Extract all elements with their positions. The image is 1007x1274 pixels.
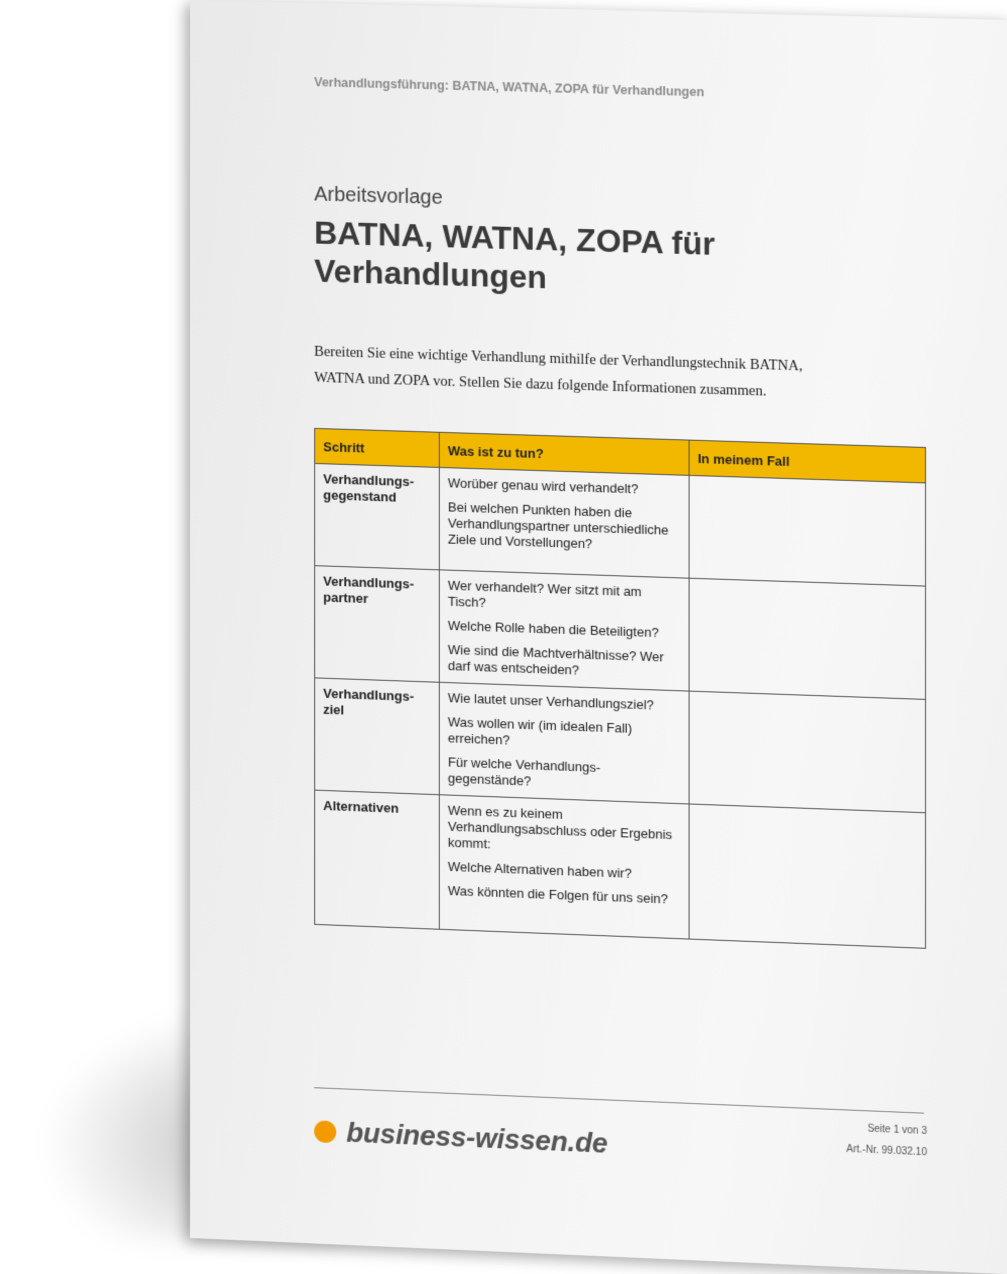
question: Welche Rolle haben die Beteiligten? — [447, 617, 659, 641]
question: Welche Alternativen haben wir? — [447, 858, 632, 881]
step-label: Verhandlungs- partner — [323, 573, 414, 607]
header-was-ist-zu-tun: Was ist zu tun? — [439, 432, 689, 475]
todo-cell — [439, 682, 689, 804]
todo-cell — [439, 570, 689, 691]
step-label: Verhandlungs- gegenstand — [323, 471, 414, 505]
footer-divider — [314, 1087, 924, 1113]
document-title: BATNA, WATNA, ZOPA für Verhandlungen — [314, 214, 715, 296]
case-cell[interactable] — [689, 578, 925, 699]
step-cell — [315, 463, 440, 569]
page-number: Seite 1 von 3 — [867, 1123, 928, 1138]
todo-cell — [439, 467, 689, 578]
question: Wenn es zu keinem Verhandlungsabschluss oder Ergebnis kommt: — [447, 802, 673, 852]
todo-cell — [439, 795, 689, 939]
step-cell — [315, 566, 440, 683]
case-cell[interactable] — [689, 475, 925, 586]
header-in-meinem-fall: In meinem Fall — [689, 440, 925, 483]
running-header: Verhandlungsführung: BATNA, WATNA, ZOPA für Verhandlungen — [314, 75, 705, 100]
question: Wer verhandelt? Wer sitzt mit am Tisch? — [447, 577, 642, 611]
table-row — [315, 678, 926, 813]
brand-logo — [314, 1115, 607, 1160]
page-info — [759, 1114, 927, 1164]
table-row — [315, 566, 926, 700]
header-schritt: Schritt — [315, 428, 440, 467]
question: Für welche Verhandlungs-gegenstände? — [447, 754, 601, 789]
question: Bei welchen Punkten haben die Verhandlungspartner unterschiedliche Ziele und Vorstellungen? — [447, 499, 669, 552]
document-subtitle: Arbeitsvorlage — [314, 183, 443, 209]
intro-paragraph: Bereiten Sie eine wichtige Verhandlung mithilfe der Verhandlungstechnik BATNA, WATNA und ZOPA vor. Stellen Sie dazu folgende Informationen zusammen. — [314, 343, 803, 400]
question: Worüber genau wird verhandelt? — [447, 475, 639, 497]
steps-table — [314, 428, 926, 949]
case-cell[interactable] — [689, 804, 925, 948]
page-content — [314, 3, 928, 1159]
brand-name: business-wissen.de — [346, 1116, 608, 1159]
brand-dot-icon — [314, 1120, 336, 1143]
step-label: Verhandlungs- ziel — [323, 685, 414, 718]
document-page — [190, 0, 1007, 1274]
question: Wie sind die Machtverhältnisse? Wer darf was entscheiden? — [447, 641, 664, 678]
case-cell[interactable] — [689, 691, 925, 813]
table-row — [315, 463, 926, 586]
question: Was wollen wir (im idealen Fall) erreichen? — [447, 714, 633, 748]
article-number: Art.-Nr. 99.032.10 — [846, 1143, 928, 1159]
step-label: Alternativen — [323, 797, 399, 816]
table-row — [315, 790, 926, 948]
step-cell — [315, 678, 440, 795]
step-cell — [315, 790, 440, 929]
question: Was könnten die Folgen für uns sein? — [447, 882, 669, 907]
question: Wie lautet unser Verhandlungsziel? — [447, 690, 654, 713]
